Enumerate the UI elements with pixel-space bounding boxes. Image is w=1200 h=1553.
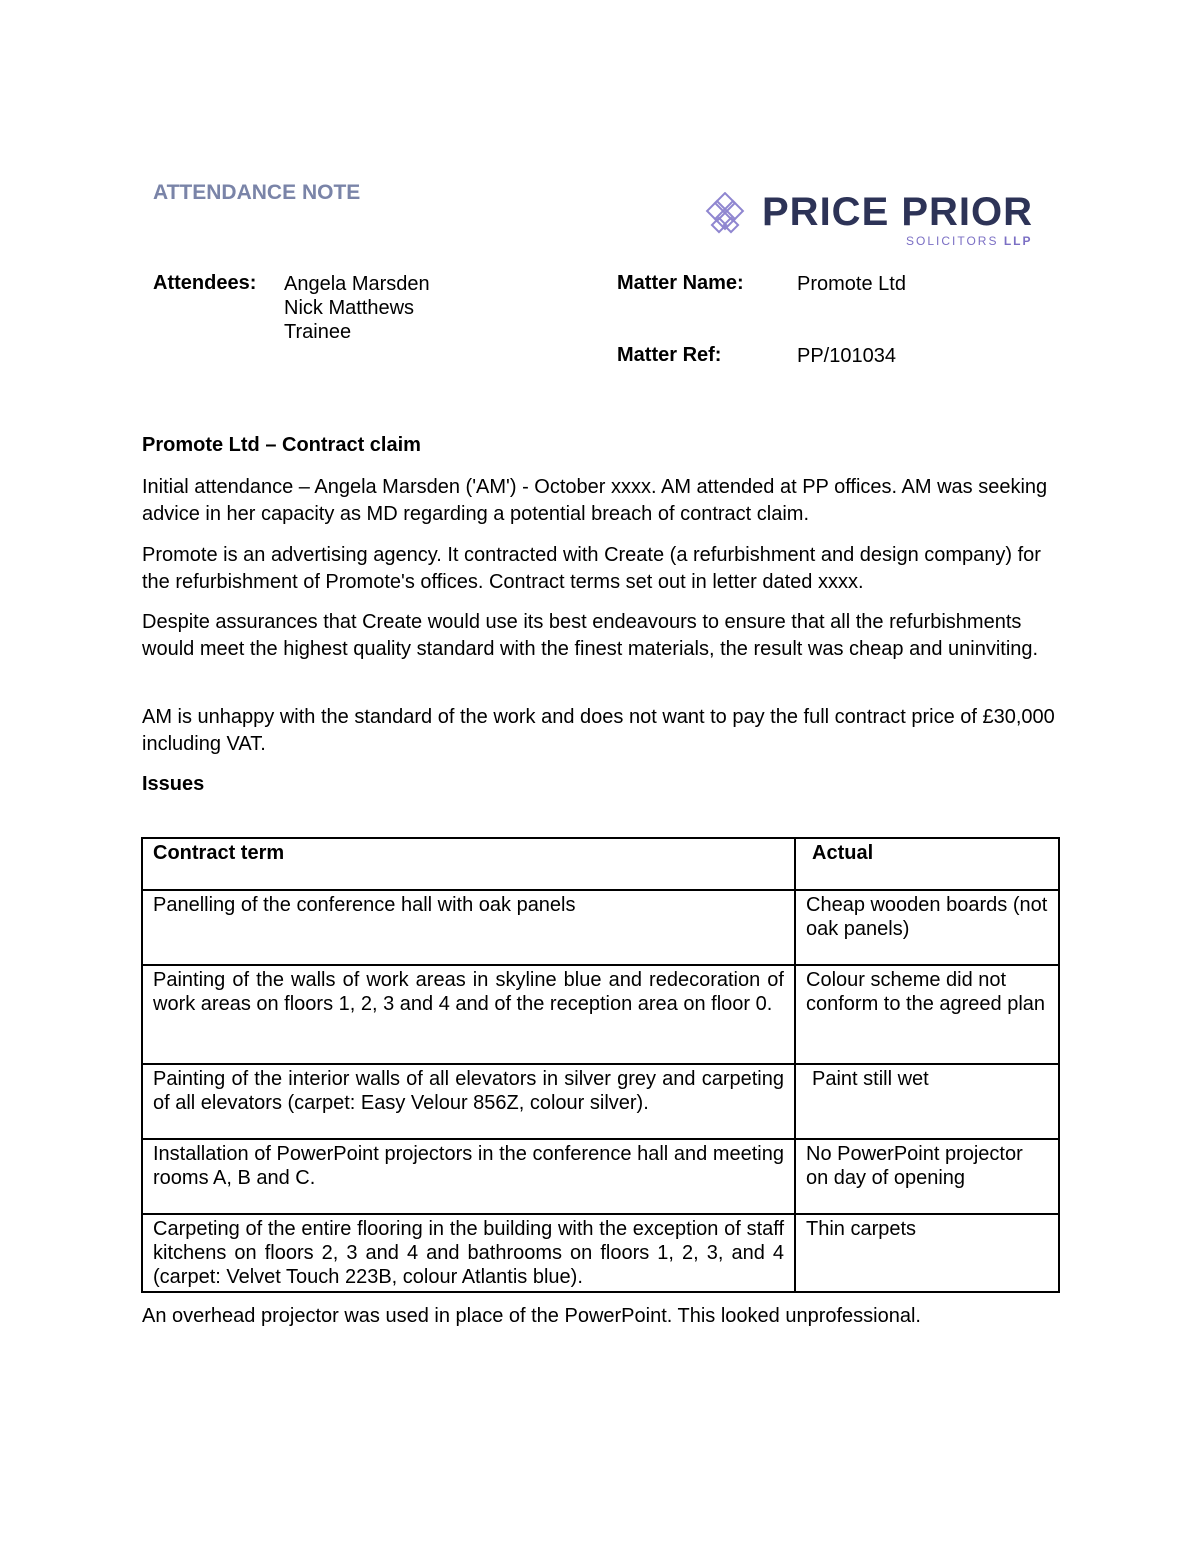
logo-sub-right: LLP	[1003, 234, 1033, 248]
table-row	[142, 1064, 1059, 1139]
matter-name-value: Promote Ltd	[797, 273, 906, 295]
table-row	[142, 1139, 1059, 1214]
closing-paragraph: An overhead projector was used in place of the PowerPoint. This looked unprofessional.	[142, 1305, 921, 1327]
logo-name: PRICE PRIOR	[762, 190, 1034, 234]
attendee: Nick Matthews	[284, 297, 415, 319]
matter-ref-value: PP/101034	[797, 345, 896, 367]
table-cell-term: Installation of PowerPoint projectors in the conference hall and meeting rooms A, B and C.	[142, 1139, 795, 1214]
paragraph: Initial attendance – Angela Marsden ('AM') - October xxxx. AM attended at PP offices. AM was seeking advice in her capacity as MD regarding a potential breach of contract claim.	[142, 476, 1048, 525]
logo-mark-icon	[704, 192, 752, 240]
matter-name-label: Matter Name:	[617, 272, 744, 294]
paragraph: Despite assurances that Create would use its best endeavours to ensure that all the refurbishments would meet the highest quality standard with the finest materials, the result was cheap and uninviting.	[142, 611, 1039, 660]
attendee: Trainee	[284, 321, 352, 343]
table-cell-actual: Paint still wet	[795, 1064, 1059, 1139]
table-header-cell: Contract term	[142, 838, 795, 890]
issues-table	[141, 837, 1060, 1293]
table-cell-actual: No PowerPoint projector on day of opening	[795, 1139, 1059, 1214]
table-cell-actual: Thin carpets	[795, 1214, 1059, 1292]
table-header-row	[142, 838, 1059, 890]
paragraph: Promote is an advertising agency. It contracted with Create (a refurbishment and design company) for the refurbishment of Promote's offices. Contract terms set out in letter dated xxxx.	[142, 544, 1041, 593]
company-logo	[704, 192, 1044, 254]
table-row	[142, 890, 1059, 965]
paragraph: AM is unhappy with the standard of the work and does not want to pay the full contract price of £30,000 including VAT.	[142, 706, 1055, 755]
table-row	[142, 965, 1059, 1064]
table-cell-actual: Colour scheme did not conform to the agreed plan	[795, 965, 1059, 1064]
table-cell-term: Carpeting of the entire flooring in the building with the exception of staff kitchens on floors 2, 3 and 4 and bathrooms on floors 1, 2, 3, and 4 (carpet: Velvet Touch 223B, colour Atlantis blue).	[142, 1214, 795, 1292]
table-cell-actual: Cheap wooden boards (not oak panels)	[795, 890, 1059, 965]
table-row	[142, 1214, 1059, 1292]
attendees-list	[284, 272, 430, 344]
page-title: Promote Ltd – Contract claim	[142, 434, 421, 456]
table-header-cell: Actual	[795, 838, 1059, 890]
attendees-label: Attendees:	[153, 272, 257, 294]
logo-subtitle	[906, 234, 1032, 248]
table-cell-term: Painting of the walls of work areas in skyline blue and redecoration of work areas on floors 1, 2, 3 and 4 and of the reception area on floor 0.	[142, 965, 795, 1064]
table-cell-term: Painting of the interior walls of all elevators in silver grey and carpeting of all elevators (carpet: Easy Velour 856Z, colour silver).	[142, 1064, 795, 1139]
issues-heading: Issues	[142, 773, 205, 795]
table-cell-term: Panelling of the conference hall with oak panels	[142, 890, 795, 965]
logo-sub-left: SOLICITORS	[906, 234, 999, 248]
matter-ref-label: Matter Ref:	[617, 344, 722, 366]
document-label: ATTENDANCE NOTE	[153, 181, 361, 204]
attendee: Angela Marsden	[284, 273, 430, 295]
